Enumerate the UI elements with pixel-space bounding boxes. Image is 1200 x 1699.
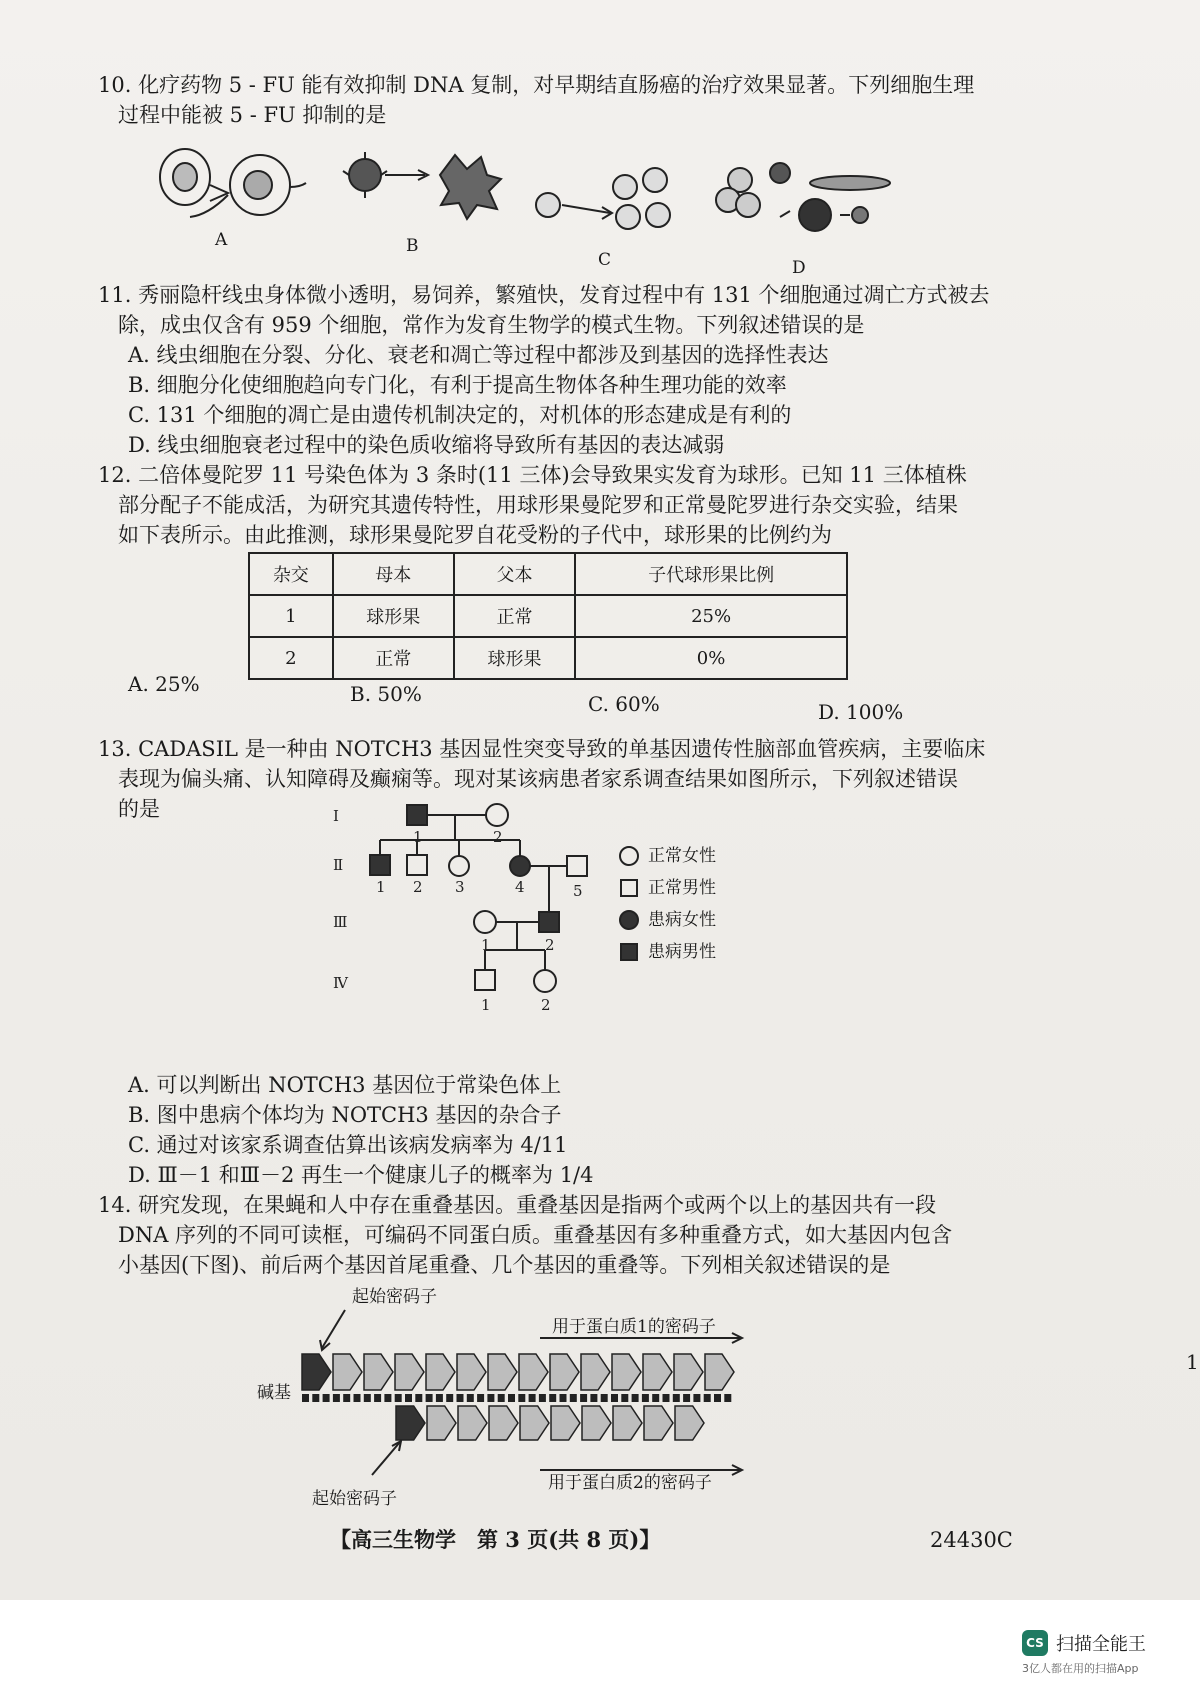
question-12: [98, 460, 1068, 550]
codon-1: [519, 1354, 548, 1390]
pedigree-legend: [618, 840, 716, 968]
base: [570, 1394, 577, 1402]
start-codon-top-arrow: [322, 1310, 345, 1348]
codon-2: [675, 1406, 704, 1440]
individual-iv2: [534, 970, 556, 992]
q11-line2: 除，成虫仅含有 959 个细胞，常作为发育生物学的模式生物。下列叙述错误的是: [118, 313, 865, 337]
table-header: 父本: [454, 553, 575, 595]
table-header: 子代球形果比例: [575, 553, 847, 595]
base: [467, 1394, 474, 1402]
codon-row-protein1: [302, 1354, 734, 1390]
codon-2: [551, 1406, 580, 1440]
base: [364, 1394, 371, 1402]
q12-option-c: C. 60%: [588, 692, 660, 716]
start-codon-top-label: 起始密码子: [352, 1287, 437, 1307]
legend-label: 患病女性: [648, 910, 716, 930]
base: [302, 1394, 309, 1402]
pedigree-chart: [333, 800, 605, 1070]
gen-label-ii: Ⅱ: [333, 856, 344, 874]
base: [590, 1394, 597, 1402]
table-cell: 25%: [575, 595, 847, 637]
legend-label: 正常女性: [648, 846, 716, 866]
q14-line2: DNA 序列的不同可读框，可编码不同蛋白质。重叠基因有多种重叠方式，如大基因内包含: [118, 1223, 953, 1247]
base: [384, 1394, 391, 1402]
base: [426, 1394, 433, 1402]
base: [580, 1394, 587, 1402]
start-codon-bottom-label: 起始密码子: [312, 1489, 397, 1509]
table-header: 杂交: [249, 553, 333, 595]
codon-1: [457, 1354, 486, 1390]
codon-1: [643, 1354, 672, 1390]
codon-1: [426, 1354, 455, 1390]
figure-c: [536, 168, 670, 229]
base: [560, 1394, 567, 1402]
fig-label-a: A: [215, 230, 228, 250]
start-codon-bottom-arrow: [372, 1442, 400, 1475]
svg-text:5: 5: [573, 882, 583, 900]
codon-1: [488, 1354, 517, 1390]
question-14: [98, 1190, 1068, 1280]
codon-2: [427, 1406, 456, 1440]
q12-option-d: D. 100%: [818, 700, 904, 724]
table-cell: 正常: [333, 637, 454, 679]
codon-2: [582, 1406, 611, 1440]
base: [529, 1394, 536, 1402]
base: [611, 1394, 618, 1402]
base: [693, 1394, 700, 1402]
svg-text:1: 1: [481, 996, 491, 1014]
svg-text:3: 3: [455, 878, 465, 896]
scanner-logo-icon: CS: [1022, 1630, 1048, 1656]
legend-label: 正常男性: [648, 878, 716, 898]
base: [312, 1394, 319, 1402]
q12-line1: 12. 二倍体曼陀罗 11 号染色体为 3 条时(11 三体)会导致果实发育为球形。已知 11 三体植株: [98, 463, 967, 487]
table-cell: 1: [249, 595, 333, 637]
cell-process-figure: [150, 135, 910, 270]
q12-line2: 部分配子不能成活，为研究其遗传特性，用球形果曼陀罗和正常曼陀罗进行杂交实验，结果: [118, 493, 958, 517]
codon-2: [489, 1406, 518, 1440]
codon-1: [612, 1354, 641, 1390]
q13-option-d: D. Ⅲ－1 和Ⅲ－2 再生一个健康儿子的概率为 1/4: [128, 1163, 594, 1187]
individual-i2: [486, 804, 508, 826]
q12-option-b: B. 50%: [350, 682, 422, 706]
figure-a: [160, 149, 306, 217]
svg-text:1: 1: [481, 936, 491, 954]
svg-text:2: 2: [493, 828, 503, 846]
side-mark: 1: [1186, 1350, 1199, 1374]
q14-line3: 小基因(下图)、前后两个基因首尾重叠、几个基因的重叠等。下列相关叙述错误的是: [118, 1253, 891, 1277]
base-row: [302, 1394, 731, 1402]
gen-label-iii: Ⅲ: [333, 913, 348, 931]
q11-line1: 11. 秀丽隐杆线虫身体微小透明，易饲养，繁殖快，发育过程中有 131 个细胞通过凋亡方式被去: [98, 283, 990, 307]
individual-iii1: [474, 911, 496, 933]
table-header: 母本: [333, 553, 454, 595]
individual-ii2: [407, 855, 427, 875]
scanner-watermark: [1022, 1630, 1146, 1675]
table-cell: 正常: [454, 595, 575, 637]
base: [343, 1394, 350, 1402]
svg-text:1: 1: [376, 878, 386, 896]
legend-label: 患病男性: [648, 942, 716, 962]
base: [446, 1394, 453, 1402]
fig-label-c: C: [598, 250, 612, 270]
table-cell: 球形果: [333, 595, 454, 637]
q13-line3: 的是: [118, 797, 160, 821]
figure-d: [716, 163, 890, 231]
individual-ii5: [567, 856, 587, 876]
table-header-row: [249, 553, 847, 595]
codon-1: [395, 1354, 424, 1390]
base: [724, 1394, 731, 1402]
start-codon-2: [396, 1406, 425, 1440]
page-footer: 【高三生物学 第 3 页(共 8 页)】: [330, 1527, 661, 1552]
legend-item: [618, 936, 716, 968]
q13-option-a: A. 可以判断出 NOTCH3 基因位于常染色体上: [128, 1073, 562, 1097]
individual-iii2: [539, 912, 559, 932]
q13-line2: 表现为偏头痛、认知障碍及癫痫等。现对某该病患者家系调查结果如图所示，下列叙述错误: [118, 767, 958, 791]
individual-ii4: [510, 856, 530, 876]
table-cell: 2: [249, 637, 333, 679]
scanner-name: 扫描全能王: [1056, 1634, 1146, 1655]
protein1-label: 用于蛋白质1的密码子: [552, 1317, 716, 1337]
base: [374, 1394, 381, 1402]
svg-text:4: 4: [515, 878, 525, 896]
fig-label-d: D: [792, 258, 806, 278]
legend-item: [618, 840, 716, 872]
codon-row-protein2: [396, 1406, 704, 1440]
q11-option-c: C. 131 个细胞的凋亡是由遗传机制决定的，对机体的形态建成是有利的: [128, 403, 792, 427]
base: [508, 1394, 515, 1402]
q12-option-a: A. 25%: [128, 672, 200, 696]
cross-table: [248, 552, 848, 680]
individual-ii1: [370, 855, 390, 875]
base: [518, 1394, 525, 1402]
base: [333, 1394, 340, 1402]
base: [714, 1394, 721, 1402]
svg-text:2: 2: [545, 936, 555, 954]
start-codon-1: [302, 1354, 331, 1390]
svg-text:2: 2: [541, 996, 551, 1014]
codon-1: [581, 1354, 610, 1390]
codon-1: [364, 1354, 393, 1390]
codon-1: [550, 1354, 579, 1390]
table-row: [249, 637, 847, 679]
codon-2: [613, 1406, 642, 1440]
q11-option-a: A. 线虫细胞在分裂、分化、衰老和凋亡等过程中都涉及到基因的选择性表达: [128, 343, 829, 367]
base: [652, 1394, 659, 1402]
legend-item: [618, 904, 716, 936]
base: [395, 1394, 402, 1402]
gen-label-iv: Ⅳ: [333, 974, 348, 992]
scanner-tagline: 3亿人都在用的扫描App: [1022, 1662, 1139, 1675]
table-cell: 球形果: [454, 637, 575, 679]
base: [632, 1394, 639, 1402]
question-11: [98, 280, 1068, 460]
codon-1: [674, 1354, 703, 1390]
base: [539, 1394, 546, 1402]
base: [621, 1394, 628, 1402]
base: [457, 1394, 464, 1402]
q10-line1: 10. 化疗药物 5 - FU 能有效抑制 DNA 复制，对早期结直肠癌的治疗效果显著。下列细胞生理: [98, 73, 975, 97]
base: [601, 1394, 608, 1402]
q10-line2: 过程中能被 5 - FU 抑制的是: [118, 103, 387, 127]
base: [323, 1394, 330, 1402]
codon-2: [520, 1406, 549, 1440]
base: [663, 1394, 670, 1402]
fig-label-b: B: [406, 236, 419, 256]
base-label: 碱基: [257, 1383, 291, 1403]
q14-line1: 14. 研究发现，在果蝇和人中存在重叠基因。重叠基因是指两个或两个以上的基因共有一段: [98, 1193, 937, 1217]
base: [405, 1394, 412, 1402]
individual-i1: [407, 805, 427, 825]
base: [415, 1394, 422, 1402]
legend-item: [618, 872, 716, 904]
base: [673, 1394, 680, 1402]
base: [549, 1394, 556, 1402]
base: [642, 1394, 649, 1402]
base: [354, 1394, 361, 1402]
q13-line1: 13. CADASIL 是一种由 NOTCH3 基因显性突变导致的单基因遗传性脑部血管疾病，主要临床: [98, 737, 986, 761]
q11-option-b: B. 细胞分化使细胞趋向专门化，有利于提高生物体各种生理功能的效率: [128, 373, 787, 397]
q13-options: [98, 1070, 1068, 1190]
protein2-label: 用于蛋白质2的密码子: [548, 1473, 712, 1493]
paper-code: 24430C: [930, 1528, 1013, 1552]
q13-option-b: B. 图中患病个体均为 NOTCH3 基因的杂合子: [128, 1103, 562, 1127]
table-cell: 0%: [575, 637, 847, 679]
table-row: [249, 595, 847, 637]
figure-b: [343, 152, 501, 219]
individual-iv1: [475, 970, 495, 990]
base: [487, 1394, 494, 1402]
base: [704, 1394, 711, 1402]
gen-label-i: Ⅰ: [333, 807, 339, 825]
q11-option-d: D. 线虫细胞衰老过程中的染色质收缩将导致所有基因的表达减弱: [128, 433, 725, 457]
base: [498, 1394, 505, 1402]
q12-line3: 如下表所示。由此推测，球形果曼陀罗自花受粉的子代中，球形果的比例约为: [118, 523, 832, 547]
question-10: [98, 70, 1068, 130]
svg-text:2: 2: [413, 878, 423, 896]
base: [683, 1394, 690, 1402]
base: [477, 1394, 484, 1402]
overlapping-gene-figure: [300, 1300, 800, 1490]
q13-option-c: C. 通过对该家系调查估算出该病发病率为 4/11: [128, 1133, 568, 1157]
base: [436, 1394, 443, 1402]
svg-text:1: 1: [413, 828, 423, 846]
codon-2: [458, 1406, 487, 1440]
codon-1: [705, 1354, 734, 1390]
codon-1: [333, 1354, 362, 1390]
codon-2: [644, 1406, 673, 1440]
individual-ii3: [449, 856, 469, 876]
